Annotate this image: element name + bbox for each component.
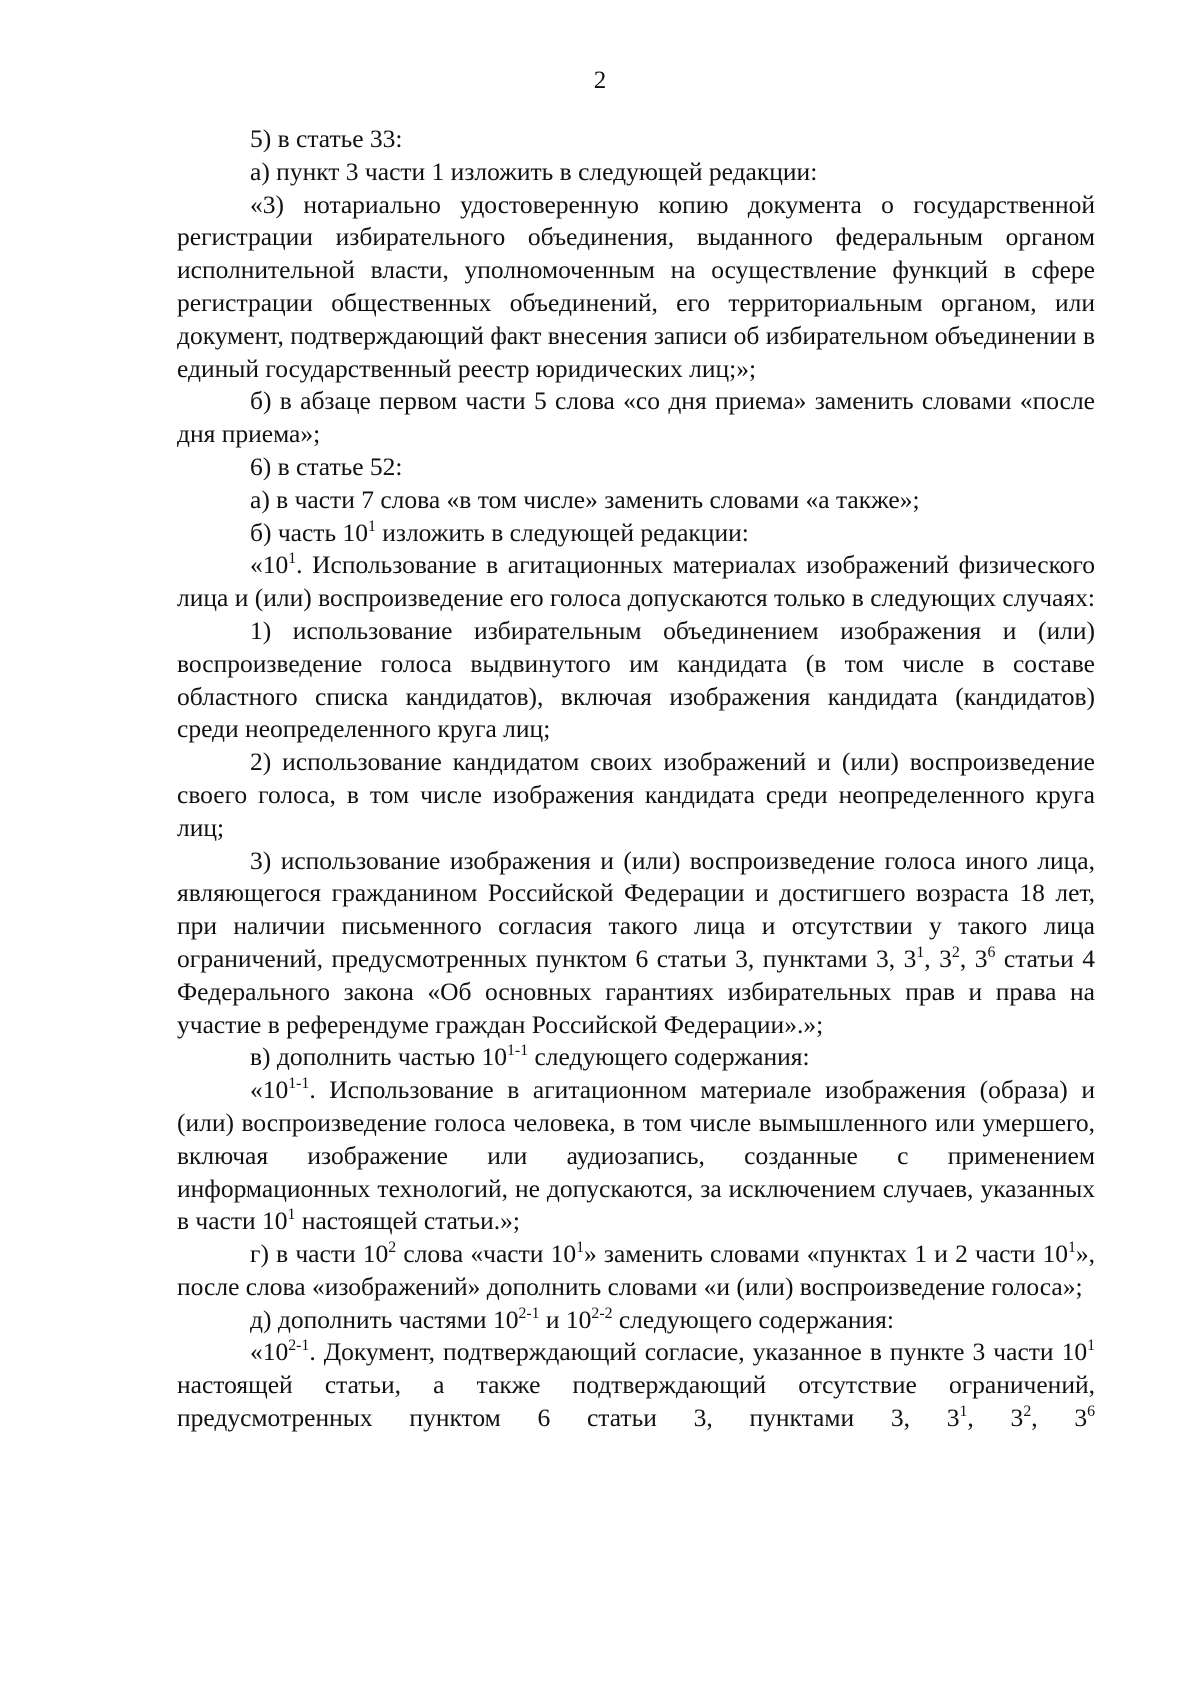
superscript-index: 1 <box>287 1206 296 1224</box>
text-run: следующего содержания: <box>612 1304 894 1334</box>
text-run: и 10 <box>539 1304 592 1334</box>
superscript-index: 1 <box>288 550 297 568</box>
paragraph <box>177 1041 1095 1074</box>
paragraph <box>177 156 1095 189</box>
paragraph <box>177 615 1095 746</box>
text-run: слова «части 10 <box>396 1239 577 1269</box>
superscript-index: 1 <box>916 944 925 962</box>
text-run: г) в части 10 <box>250 1239 389 1269</box>
superscript-index: 1 <box>959 1403 968 1421</box>
superscript-index: 6 <box>1087 1403 1096 1421</box>
paragraph <box>177 517 1095 550</box>
paragraph <box>177 1238 1095 1304</box>
text-run: изложить в следующей редакции: <box>375 517 749 547</box>
text-run: . Использование в агитационном материале изображения (образа) и (или) воспроизведение голоса человека, в том числе вымышленного или умершего, включая изображение или аудиозапись, созданные с применением информационных технологий, не допускаются, за исключением случаев, указанных в части 10 <box>177 1075 1095 1236</box>
superscript-index: 2 <box>388 1239 397 1257</box>
text-run: б) в абзаце первом части 5 слова «со дня приема» заменить словами «после дня приема»; <box>177 386 1095 449</box>
text-run: следующего содержания: <box>528 1042 810 1072</box>
superscript-index: 2-1 <box>288 1337 310 1355</box>
text-run: 5) в статье 33: <box>250 124 403 153</box>
superscript-index: 1 <box>576 1239 584 1257</box>
text-run: 1) использование избирательным объединением изображения и (или) воспроизведение голоса выдвинутого им кандидата (в том числе в составе областного списка кандидатов), включая изображения кандидата (кандидатов) среди неопределенного круга лиц; <box>177 615 1095 744</box>
text-run: в) дополнить частью 10 <box>250 1042 508 1072</box>
paragraph <box>177 189 1095 386</box>
superscript-index: 6 <box>987 944 996 962</box>
superscript-index: 1 <box>1087 1337 1095 1355</box>
page-number: 2 <box>593 67 607 94</box>
text-run: настоящей статьи.»; <box>295 1206 520 1236</box>
paragraph <box>177 1336 1095 1434</box>
superscript-index: 1 <box>367 517 376 535</box>
paragraph <box>177 385 1095 451</box>
superscript-index: 1 <box>1067 1239 1076 1257</box>
paragraph <box>177 1304 1095 1337</box>
text-run: , 3 <box>1031 1403 1088 1433</box>
paragraph <box>177 484 1095 517</box>
text-run: , 3 <box>959 943 988 973</box>
paragraph <box>177 451 1095 484</box>
text-run: настоящей статьи, а также подтверждающий отсутствие ограничений, предусмотренных пунктом 6 статьи 3, пунктами 3, 3 <box>177 1370 1095 1433</box>
text-run: статьи 4 Федерального закона «Об основных гарантиях избирательных прав и права на участие в референдуме граждан Российской Федерации».»; <box>177 943 1095 1039</box>
text-run: », после слова «изображений» дополнить словами «и (или) воспроизведение голоса»; <box>177 1239 1095 1301</box>
paragraph <box>177 549 1095 615</box>
text-run: «10 <box>250 550 289 580</box>
text-run: а) пункт 3 части 1 изложить в следующей редакции: <box>250 156 818 186</box>
text-run: 2) использование кандидатом своих изображений и (или) воспроизведение своего голоса, в том числе изображения кандидата среди неопределенного круга лиц; <box>177 747 1095 842</box>
paragraph <box>177 746 1095 844</box>
text-run: д) дополнить частями 10 <box>250 1304 519 1334</box>
text-run: «10 <box>250 1337 289 1367</box>
text-run: » заменить словами «пунктах 1 и 2 части 10 <box>583 1239 1068 1269</box>
text-run: 3) использование изображения и (или) воспроизведение голоса иного лица, являющегося гражданином Российской Федерации и достигшего возраста 18 лет, при наличии письменного согласия такого лица и отсутствии у такого лица ограничений, предусмотренных пунктом 6 статьи 3, пунктами 3, 3 <box>177 845 1095 973</box>
paragraph <box>177 1074 1095 1238</box>
superscript-index: 2-2 <box>591 1304 613 1322</box>
text-run: «3) нотариально удостоверенную копию документа о государственной регистрации избирательного объединения, выданного федеральным органом исполнительной власти, уполномоченным на осуществление функций в сфере регистрации общественных объединений, его территориальным органом, или документ, подтверждающий факт внесения записи об избирательном объединении в единый государственный реестр юридических лиц;»; <box>177 189 1095 383</box>
superscript-index: 2 <box>1023 1403 1032 1421</box>
paragraph <box>177 845 1095 1042</box>
text-run: . Использование в агитационных материалах изображений физического лица и (или) воспроизведение его голоса допускаются только в следующих случаях: <box>177 550 1095 613</box>
paragraph <box>177 123 1095 156</box>
superscript-index: 2-1 <box>518 1304 540 1322</box>
text-run: . Документ, подтверждающий согласие, указанное в пункте 3 части 10 <box>309 1337 1088 1367</box>
text-run: а) в части 7 слова «в том числе» заменить словами «а также»; <box>250 484 920 514</box>
text-run: б) часть 10 <box>250 517 368 547</box>
document-body <box>177 123 1095 1435</box>
superscript-index: 2 <box>951 944 960 962</box>
text-run: 6) в статье 52: <box>250 451 403 481</box>
text-run: , 3 <box>967 1403 1024 1433</box>
superscript-index: 1-1 <box>507 1042 529 1060</box>
superscript-index: 1-1 <box>288 1075 310 1093</box>
text-run: , 3 <box>924 943 952 973</box>
text-run: «10 <box>250 1075 289 1105</box>
